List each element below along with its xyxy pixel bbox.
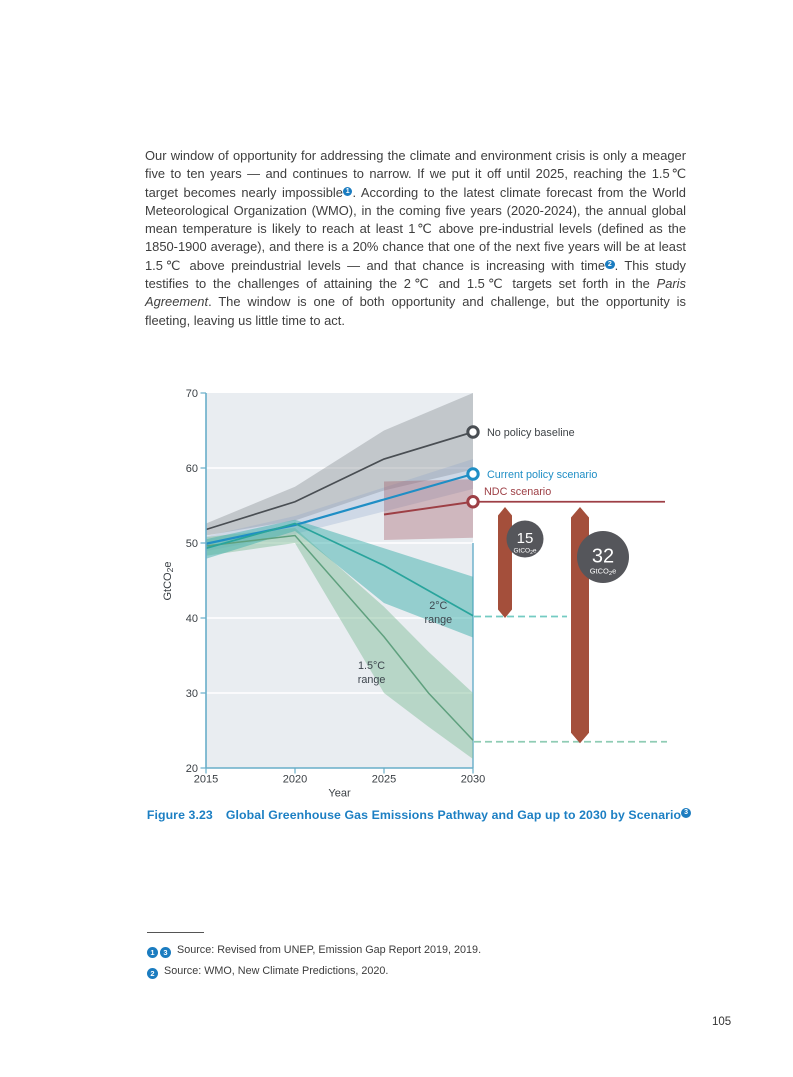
- y-tick-label: 20: [185, 762, 198, 775]
- y-tick-label: 60: [185, 462, 198, 475]
- x-tick-label: 2020: [282, 773, 308, 786]
- band-NDC scenario: [384, 479, 473, 540]
- footnote-text: Source: Revised from UNEP, Emission Gap Report 2019, 2019.: [177, 944, 482, 956]
- gap-badge-unit: GtCO2e: [513, 547, 537, 556]
- footnote-ref-icon: 3: [160, 947, 171, 958]
- range-label: 1.5°C: [357, 660, 386, 672]
- emissions-gap-chart: [150, 383, 710, 815]
- body-paragraph: Our window of opportunity for addressing the climate and environment crisis is only a meager five to ten years — and continues to narrow. If we put it off until 2025, reaching the 1.5℃ target becomes nearly impossible 1 . According to the latest climate forecast from the World Meteorological Organization (WMO), in the coming five years (2020-2024), the annual global mean temperature is likely to reach at least 1℃ above pre-industrial levels (defined as the 1850-1900 average), and there is a 20% chance that one of the next five years will be at least 1.5℃ above preindustrial levels — and that chance is increasing with time 2 . This study testifies to the challenges of attaining the 2℃ and 1.5℃ targets set forth in the Paris Agreement. The window is one of both opportunity and challenge, but the opportunity is fleeting, leaving us little time to act.: [145, 148, 686, 328]
- figure-caption: [145, 808, 693, 822]
- x-tick-label: 2030: [460, 773, 486, 786]
- y-tick-label: 40: [185, 612, 198, 625]
- footnotes-block: [147, 932, 481, 986]
- footnote-ref-icon: 2: [605, 260, 615, 270]
- legend-marker-icon: [468, 469, 478, 479]
- figure-caption-title: Global Greenhouse Gas Emissions Pathway and Gap up to 2030 by Scenario: [225, 808, 682, 822]
- footnote-divider: [147, 932, 204, 933]
- y-tick-label: 50: [185, 537, 198, 550]
- figure-footnote-ref-icon: 3: [681, 808, 691, 818]
- page-number: 105: [712, 1016, 732, 1028]
- legend-marker-icon: [468, 497, 478, 507]
- footnote-text: Source: WMO, New Climate Predictions, 2020.: [164, 965, 389, 977]
- legend-marker-icon: [468, 427, 478, 437]
- legend-label: No policy baseline: [487, 427, 575, 439]
- footnote-ref-icon: 2: [147, 968, 158, 979]
- y-axis-title: GtCO2e: [162, 561, 175, 601]
- legend-label: NDC scenario: [484, 485, 552, 498]
- gap-badge-value: 32: [591, 545, 615, 568]
- x-tick-label: 2015: [193, 773, 219, 786]
- y-tick-label: 30: [185, 687, 198, 700]
- footnote-ref-icon: 1: [147, 947, 158, 958]
- legend-label: Current policy scenario: [487, 469, 598, 481]
- y-tick-label: 70: [185, 387, 198, 400]
- x-tick-label: 2025: [371, 773, 397, 786]
- footnote-item: [147, 965, 481, 979]
- gap-badge-unit: GtCO2e: [589, 566, 617, 577]
- range-label: range: [424, 614, 453, 626]
- x-axis-title: Year: [328, 787, 351, 800]
- range-label: range: [357, 674, 386, 686]
- footnote-item: [147, 944, 481, 958]
- gap-badge-value: 15: [516, 530, 534, 548]
- gap-bar: [498, 507, 512, 618]
- range-label: 2°C: [429, 600, 448, 612]
- footnote-ref-icon: 1: [343, 187, 353, 197]
- figure-caption-label: Figure 3.23: [146, 808, 213, 822]
